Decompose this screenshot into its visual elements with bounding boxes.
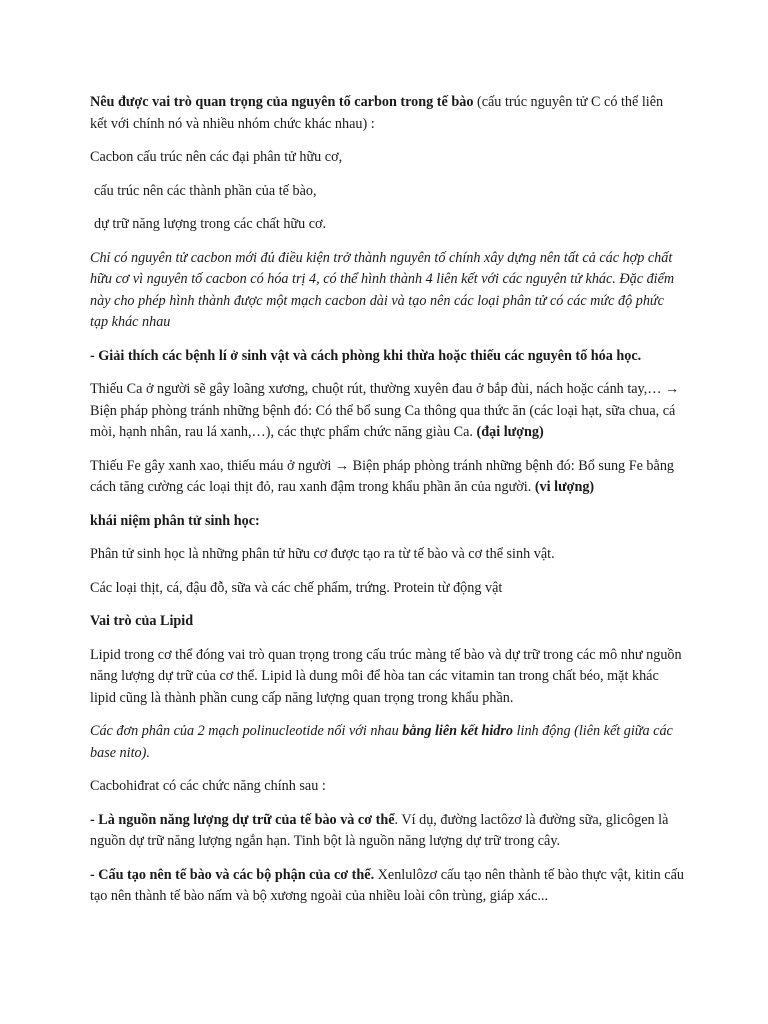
carbohydrate-energy-bold: - Là nguồn năng lượng dự trữ của tế bào và cơ thể [90,811,395,828]
polynucleotide-text-b: linh động (liên kết giữa các base nito). [90,723,673,761]
disease-heading-text: - Giải thích các bệnh lí ở sinh vật và cách phòng khi thừa hoặc thiếu các nguyên tố hóa học. [90,347,642,364]
iron-tag: (vi lượng) [534,479,595,495]
calcium-tag: (đại lượng) [476,424,544,440]
paragraph-iron-deficiency [90,456,684,499]
paragraph-lipid-heading [90,611,684,633]
paragraph-biomolecule-heading [90,511,684,533]
paragraph-food-sources: Các loại thịt, cá, đậu đỗ, sữa và các chế phẩm, trứng. Protein từ động vật [90,579,503,596]
lipid-heading-text: Vai trò của Lipid [90,613,194,629]
paragraph-lipid-role: Lipid trong cơ thể đóng vai trò quan trọng trong cấu trúc màng tế bào và dự trữ trong các mô như nguồn năng lượng dự trữ của cơ thể. Lipid là dung môi để hòa tan các vitamin tan trong chất béo, mặt khác lipid cũng là thành phần cung cấp năng lượng quan trọng trong khẩu phần. [90,646,682,706]
paragraph-carbon-role [90,92,684,135]
carbon-role-note: (cấu trúc nguyên tử C có thể liên kết với chính nó và nhiều nhóm chức khác nhau) : [90,94,664,132]
paragraph-carbohydrate-intro: Cacbohiđrat có các chức năng chính sau : [90,778,326,794]
paragraph-calcium-deficiency [90,379,684,444]
carbohydrate-energy-text: . Ví dụ, đường lactôzơ là đường sữa, glicôgen là nguồn dự trữ năng lượng ngắn hạn. Tinh bột là nguồn năng lượng dự trữ trong cây. [90,811,669,849]
paragraph-carbon-structure: Cacbon cấu trúc nên các đại phân tử hữu cơ, [90,149,343,165]
paragraph-biomolecule-definition: Phân tử sinh học là những phân tử hữu cơ được tạo ra từ tế bào và cơ thể sinh vật. [90,546,555,562]
calcium-text: Thiếu Ca ở người sẽ gây loãng xương, chuột rút, thường xuyên đau ở bắp đùi, nách hoặc cánh tay,… → Biện pháp phòng tránh những bệnh đó: Có thể bổ sung Ca thông qua thức ăn (các loại hạt, sữa chua, cá mòi, hạnh nhân, rau lá xanh,…), các thực phẩm chức năng giàu Ca. [90,381,680,440]
carbohydrate-structure-text: Xenlulôzơ cấu tạo nên thành tế bào thực vật, kitin cấu tạo nên thành tế bào nấm và bộ xương ngoài của nhiều loài côn trùng, giáp xác... [90,866,684,904]
paragraph-energy-storage: dự trữ năng lượng trong các chất hữu cơ. [94,216,327,232]
iron-text: Thiếu Fe gây xanh xao, thiếu máu ở người → Biện pháp phòng tránh những bệnh đó: Bổ sung Fe bằng cách tăng cường các loại thịt đỏ, rau xanh đậm trong khẩu phần ăn của người. [90,457,675,495]
paragraph-cell-components: cấu trúc nên các thành phần của tế bào, [94,182,317,199]
biomolecule-heading-text: khái niệm phân tử sinh học: [90,512,260,529]
heading-carbon-role: Nêu được vai trò quan trọng của nguyên tố carbon trong tế bào [90,94,474,110]
paragraph-carbohydrate-energy [90,810,684,853]
paragraph-carbohydrate-structure [90,865,684,908]
paragraph-polynucleotide [90,721,684,764]
carbohydrate-structure-bold: - Cấu tạo nên tế bào và các bộ phận của cơ thể. [90,866,375,883]
polynucleotide-text-a: Các đơn phân của 2 mạch polinucleotide nối với nhau [90,723,403,739]
paragraph-carbon-explanation: Chỉ có nguyên tử cacbon mới đủ điều kiện trở thành nguyên tố chính xây dựng nên tất cả các hợp chất hữu cơ vì nguyên tố cacbon có hóa trị 4, có thể hình thành 4 liên kết với các nguyên tử khác. Đặc điểm này cho phép hình thành được một mạch cacbon dài và tạo nên các loại phân tử có các mức độ phức tạp khác nhau [90,249,675,330]
polynucleotide-bold: bằng liên kết hidro [402,723,514,739]
paragraph-disease-heading [90,346,684,368]
